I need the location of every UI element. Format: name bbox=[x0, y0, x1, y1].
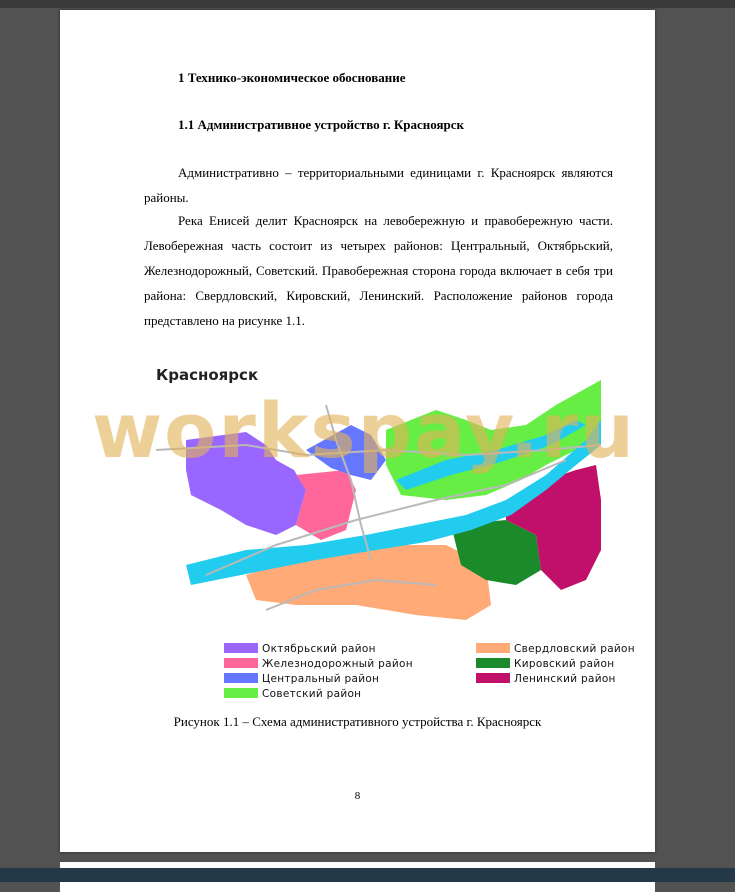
legend-swatch-zheleznodorozhny bbox=[224, 658, 258, 668]
legend-swatch-tsentralny bbox=[224, 673, 258, 683]
paragraph-1: Административно – территориальными единицами г. Красноярск являются районы. bbox=[144, 165, 613, 205]
legend-label-oktyabrsky: Октябрьский район bbox=[262, 643, 376, 655]
legend-swatch-sovetsky bbox=[224, 688, 258, 698]
legend-swatch-oktyabrsky bbox=[224, 643, 258, 653]
legend-label-tsentralny: Центральный район bbox=[262, 673, 380, 685]
district-map bbox=[146, 350, 635, 700]
figure-caption: Рисунок 1.1 – Схема административного устройства г. Красноярск bbox=[173, 714, 542, 729]
legend-label-sverdlovsky: Свердловский район bbox=[514, 643, 635, 655]
legend-swatch-sverdlovsky bbox=[476, 643, 510, 653]
paragraph-2: Река Енисей делит Красноярск на левобережную и правобережную части. Левобережная часть состоит из четырех районов: Центральный, Октябрьский, Железнодорожный, Советский. Правобережная сторона города включает в себя три района: Свердловский, Кировский, Ленинский. Расположение районов города представлено на рисунке 1.1. bbox=[144, 213, 613, 328]
district-map-figure bbox=[146, 350, 635, 700]
watermark: workspay.ru bbox=[91, 386, 637, 475]
legend-label-sovetsky: Советский район bbox=[262, 688, 362, 700]
page-number: 8 bbox=[354, 790, 361, 802]
section-heading: 1 Технико-экономическое обоснование bbox=[178, 70, 406, 85]
legend-label-kirovsky: Кировский район bbox=[514, 658, 615, 670]
legend-swatch-kirovsky bbox=[476, 658, 510, 668]
document-page bbox=[60, 10, 655, 852]
subsection-heading: 1.1 Административное устройство г. Красноярск bbox=[178, 117, 465, 132]
map-legend bbox=[224, 643, 635, 700]
legend-swatch-leninsky bbox=[476, 673, 510, 683]
map-title: Красноярск bbox=[156, 366, 259, 384]
legend-label-leninsky: Ленинский район bbox=[514, 673, 616, 685]
viewer-top-bar bbox=[0, 0, 735, 8]
legend-label-zheleznodorozhny: Железнодорожный район bbox=[262, 658, 413, 670]
viewer-bottom-bar bbox=[0, 868, 735, 882]
